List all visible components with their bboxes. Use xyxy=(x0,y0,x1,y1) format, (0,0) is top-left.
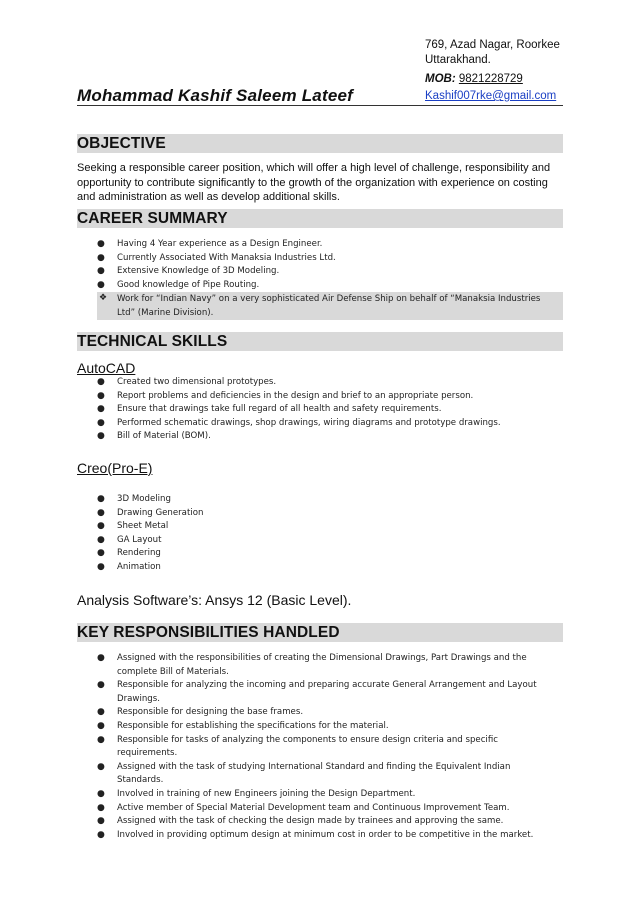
list-item: ● Active member of Special Material Development team and Continuous Improvement Team. xyxy=(97,802,510,813)
list-item: ● Involved in providing optimum design at minimum cost in order to be competitive in the market. xyxy=(97,829,534,840)
mobile-line xyxy=(425,73,523,85)
list-item: ● Assigned with the task of studying International Standard and finding the Equivalent Indian Standards. xyxy=(97,761,511,786)
address-line-1: 769, Azad Nagar, Roorkee xyxy=(425,39,560,51)
list-item: ● Responsible for tasks of analyzing the components to ensure design criteria and specific requirements. xyxy=(97,734,498,759)
career-summary-highlight xyxy=(97,292,563,320)
list-item: ● Responsible for establishing the specifications for the material. xyxy=(97,720,389,731)
list-item: ● Responsible for designing the base frames. xyxy=(97,707,304,718)
list-item: ● Sheet Metal xyxy=(97,521,169,532)
list-item: ● Assigned with the task of checking the design made by trainees and approving the same. xyxy=(97,816,504,827)
section-technical-skills-title: TECHNICAL SKILLS xyxy=(77,332,563,351)
list-item: ● GA Layout xyxy=(97,534,162,545)
list-item: ● Ensure that drawings take full regard of all health and safety requirements. xyxy=(97,404,442,415)
list-item: ● Report problems and deficiencies in the design and brief to an appropriate person. xyxy=(97,390,474,401)
list-item: ● Performed schematic drawings, shop drawings, wiring diagrams and prototype drawings. xyxy=(97,417,501,428)
mobile-number[interactable]: 9821228729 xyxy=(458,73,523,85)
list-item: ● Assigned with the responsibilities of creating the Dimensional Drawings, Part Drawings and the complete Bill of Materials. xyxy=(97,653,527,677)
address-block xyxy=(425,38,605,68)
list-item: ● 3D Modeling xyxy=(97,494,171,504)
list-item: ● Having 4 Year experience as a Design Engineer. xyxy=(97,239,323,249)
address-line-2: Uttarakhand. xyxy=(425,54,491,66)
career-summary-list xyxy=(97,238,563,292)
email-link[interactable]: Kashif007rke@gmail.com xyxy=(425,90,557,102)
creo-heading: Creo(Pro-E) xyxy=(77,460,153,476)
candidate-name: Mohammad Kashif Saleem Lateef xyxy=(77,86,353,105)
analysis-software: Analysis Software’s: Ansys 12 (Basic Level). xyxy=(77,592,352,608)
list-item: ● Involved in training of new Engineers joining the Design Department. xyxy=(97,788,416,799)
diamond-bullet-icon: ❖ xyxy=(99,293,108,303)
mobile-label: MOB: xyxy=(425,73,456,85)
list-item: ● Rendering xyxy=(97,548,161,559)
list-item: ● Drawing Generation xyxy=(97,507,204,518)
list-item: ● Responsible for analyzing the incoming and preparing accurate General Arrangement and Layout Drawings. xyxy=(97,680,537,704)
list-item: ● Created two dimensional prototypes. xyxy=(97,377,277,387)
section-career-summary-title: CAREER SUMMARY xyxy=(77,209,563,228)
highlight-text: Work for “Indian Navy” on a very sophisticated Air Defense Ship on behalf of “Manaksia Industries Ltd” (Marine Division). xyxy=(117,294,541,318)
autocad-list xyxy=(97,376,563,444)
autocad-heading: AutoCAD xyxy=(77,360,136,376)
list-item: ● Good knowledge of Pipe Routing. xyxy=(97,279,260,290)
objective-text: Seeking a responsible career position, which will offer a high level of challenge, responsibility and opportunity to contribute significantly to the growth of the organization with experience on costing and administration as well as develop additional skills. xyxy=(77,162,551,203)
list-item: ● Currently Associated With Manaksia Industries Ltd. xyxy=(97,252,336,263)
list-item: ● Bill of Material (BOM). xyxy=(97,431,211,442)
list-item: ● Extensive Knowledge of 3D Modeling. xyxy=(97,266,280,277)
section-objective-title: OBJECTIVE xyxy=(77,134,563,153)
list-item: ● Animation xyxy=(97,561,161,572)
creo-list xyxy=(97,493,563,575)
header-divider xyxy=(77,105,563,106)
responsibilities-list xyxy=(97,652,547,842)
section-responsibilities-title: KEY RESPONSIBILITIES HANDLED xyxy=(77,623,563,642)
